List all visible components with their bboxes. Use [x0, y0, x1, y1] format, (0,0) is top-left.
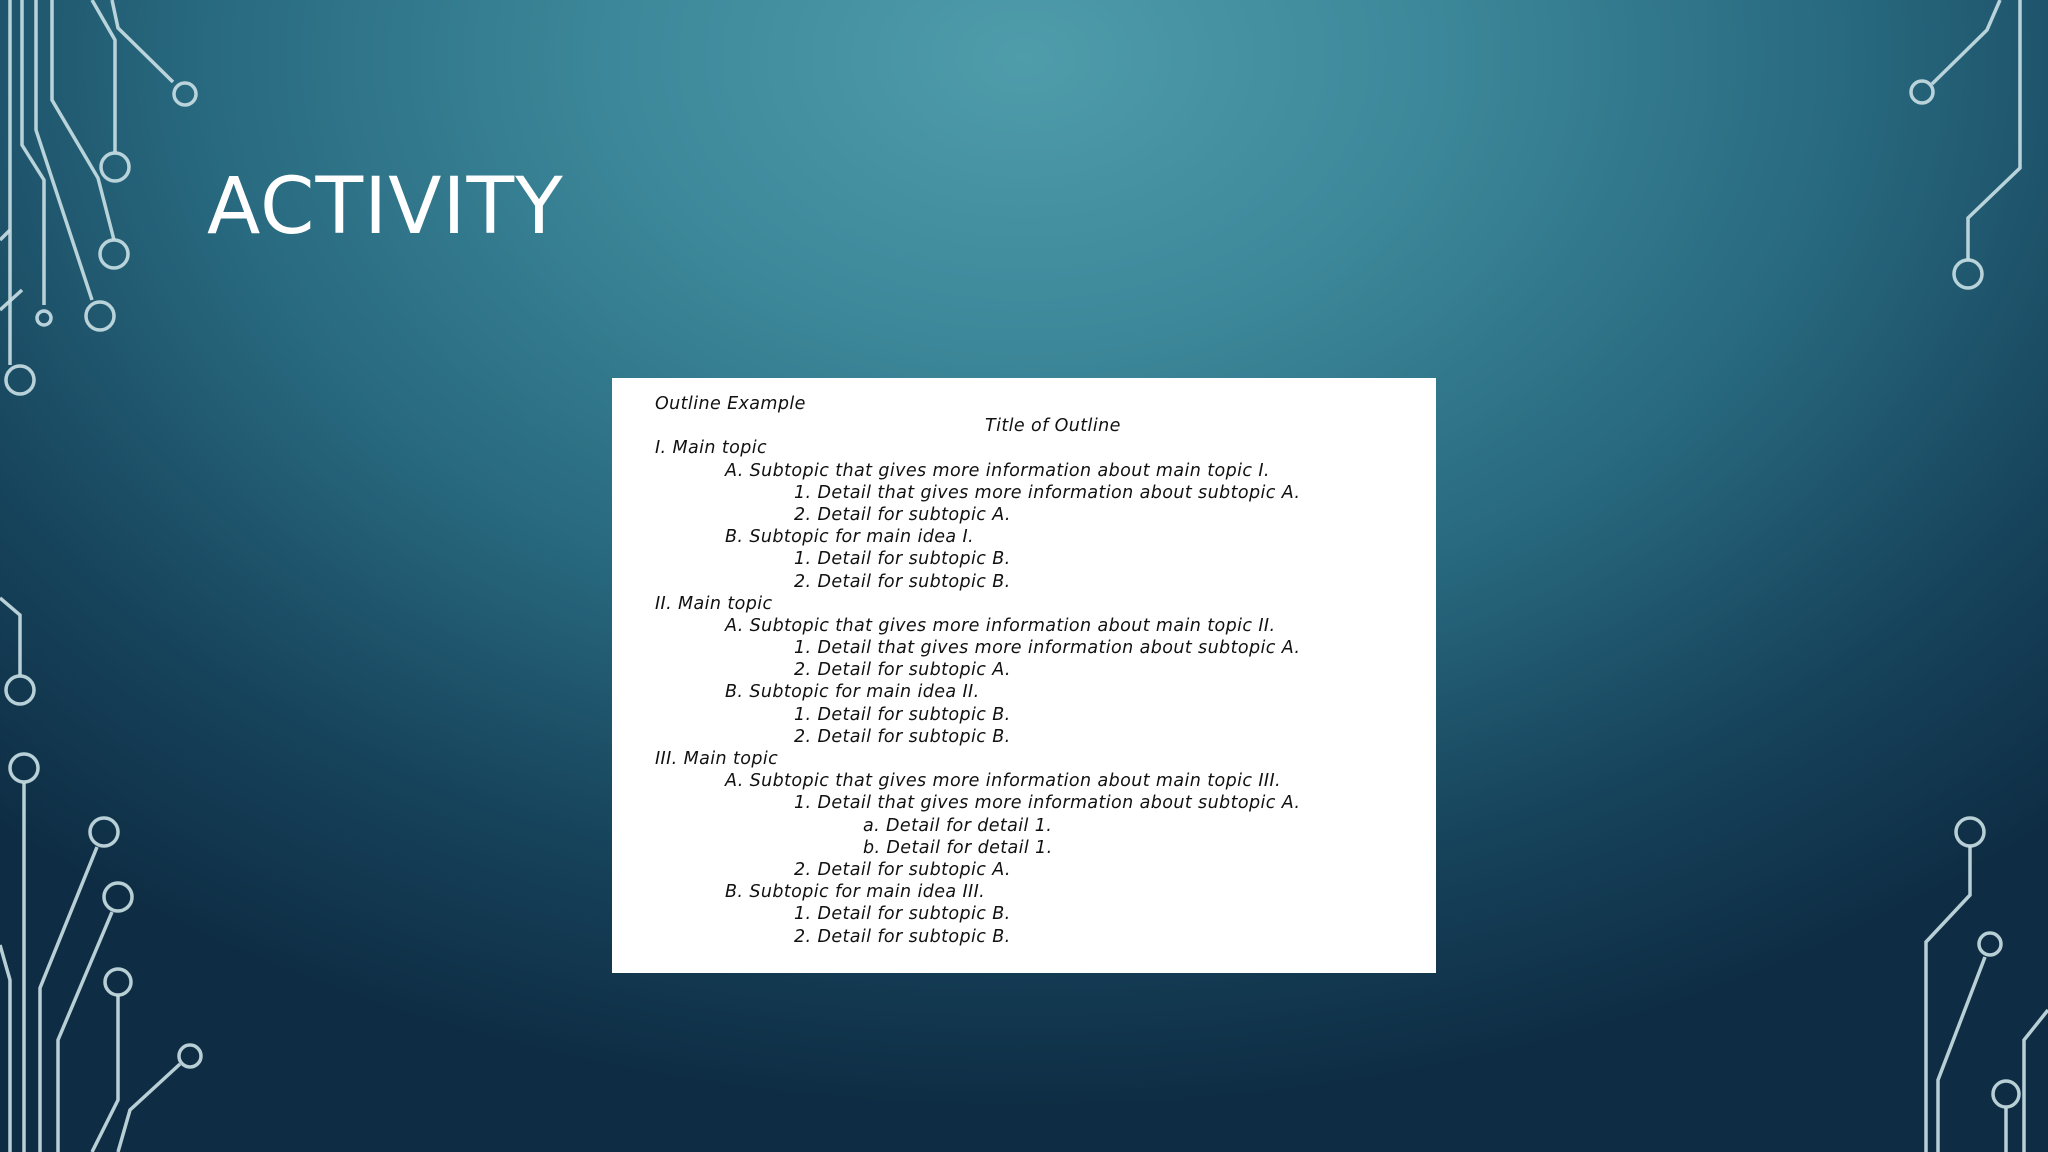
circuit-top-left [0, 0, 196, 394]
outline-detail: 1. Detail for subtopic B. [794, 904, 1011, 925]
outline-detail: 1. Detail that gives more information about subtopic A. [794, 793, 1301, 814]
outline-subtopic: A. Subtopic that gives more information about main topic III. [725, 771, 1281, 792]
outline-detail: 2. Detail for subtopic A. [794, 504, 1011, 525]
outline-detail: 1. Detail that gives more information about subtopic A. [794, 638, 1301, 659]
outline-subtopic: A. Subtopic that gives more information about main topic I. [725, 460, 1270, 481]
circuit-bottom-right [1926, 818, 2048, 1152]
outline-detail: 2. Detail for subtopic A. [794, 859, 1011, 880]
outline-title: Title of Outline [985, 416, 1121, 437]
slide-title: ACTIVITY [207, 162, 564, 252]
outline-subtopic: A. Subtopic that gives more information about main topic II. [725, 615, 1276, 636]
circuit-top-right [1911, 0, 2020, 288]
outline-detail: 2. Detail for subtopic B. [794, 726, 1011, 747]
outline-subtopic: B. Subtopic for main idea III. [725, 882, 986, 903]
outline-detail: 2. Detail for subtopic B. [794, 926, 1011, 947]
outline-sub-detail: a. Detail for detail 1. [863, 815, 1053, 836]
outline-subtopic: B. Subtopic for main idea I. [725, 527, 975, 548]
outline-detail: 1. Detail that gives more information about subtopic A. [794, 482, 1301, 503]
outline-subtopic: B. Subtopic for main idea II. [725, 682, 980, 703]
outline-main-topic: I. Main topic [655, 438, 767, 459]
outline-sub-detail: b. Detail for detail 1. [863, 837, 1053, 858]
outline-detail: 1. Detail for subtopic B. [794, 704, 1011, 725]
outline-list [655, 437, 1436, 947]
outline-main-topic: III. Main topic [655, 749, 779, 769]
circuit-bottom-left [0, 754, 201, 1152]
outline-main-topic: II. Main topic [655, 593, 773, 614]
circuit-left-middle [0, 598, 34, 704]
outline-example-image [612, 378, 1436, 973]
outline-heading: Outline Example [655, 394, 806, 414]
outline-detail: 1. Detail for subtopic B. [794, 549, 1011, 570]
outline-detail: 2. Detail for subtopic B. [794, 571, 1011, 592]
outline-detail: 2. Detail for subtopic A. [794, 660, 1011, 681]
